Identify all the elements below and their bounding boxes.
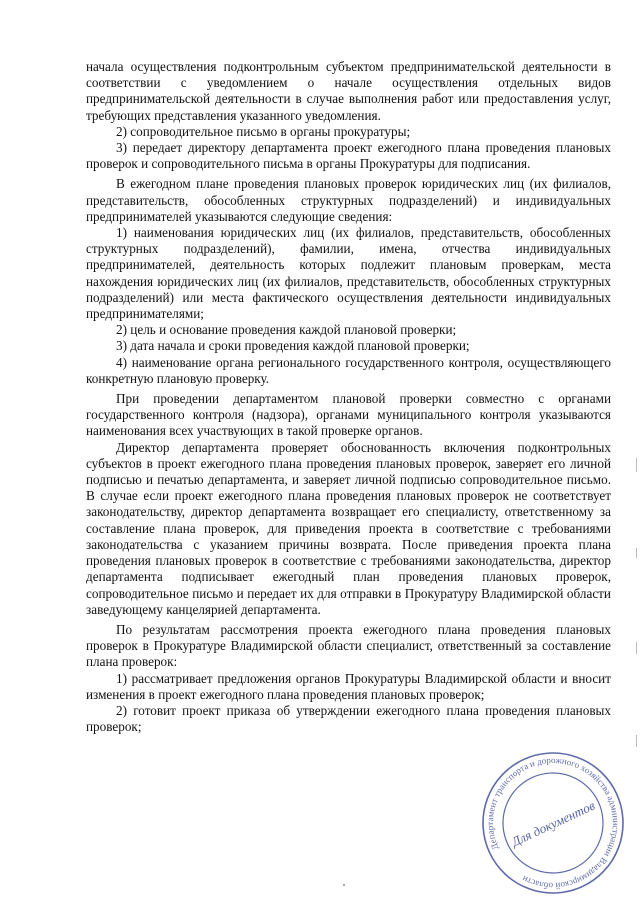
scan-edge-mark bbox=[636, 458, 637, 472]
paragraph: При проведении департаментом плановой проверки совместно с органами государственного контроля (надзора), органами муниципального контроля указываются наименования всех участвующих в такой проверке органов. bbox=[86, 391, 611, 439]
paragraph: начала осуществления подконтрольным субъектом предпринимательской деятельности в соответствии с уведомлением о начале осуществления отдельных видов предпринимательской деятельности в случае выполнения работ или предоставления услуг, требующих представления указанного уведомления. bbox=[86, 59, 611, 123]
paragraph: В ежегодном плане проведения плановых проверок юридических лиц (их филиалов, представительств, обособленных структурных подразделений) и индивидуальных предпринимателей указываются следующие сведения: bbox=[86, 176, 611, 224]
paragraph: 1) наименования юридических лиц (их филиалов, представительств, обособленных структурных подразделений), фамилии, имена, отчества индивидуальных предпринимателей, деятельность которых подлежит плановым проверкам, места нахождения юридических лиц (их филиалов, представительств, обособленных структурных подразделений) или места фактического осуществления деятельности индивидуальных предпринимателями; bbox=[86, 225, 611, 322]
scan-edge-mark bbox=[636, 548, 637, 558]
scan-speck bbox=[343, 884, 345, 886]
document-body bbox=[86, 59, 611, 735]
official-stamp bbox=[478, 748, 628, 898]
paragraph: 2) сопроводительное письмо в органы прокуратуры; bbox=[116, 123, 411, 139]
paragraph: 2) готовит проект приказа об утверждении ежегодного плана проведения плановых проверок; bbox=[86, 702, 611, 735]
paragraph: 2) цель и основание проведения каждой плановой проверки; bbox=[116, 322, 457, 338]
paragraph: 4) наименование органа регионального государственного контроля, осуществляющего конкретную плановую проверку. bbox=[86, 354, 611, 386]
scan-edge-mark bbox=[636, 735, 637, 747]
paragraph: 1) рассматривает предложения органов Прокуратуры Владимирской области и вносит изменения в проект ежегодного плана проведения плановых проверок; bbox=[86, 670, 611, 702]
paragraph: 3) передает директору департамента проект ежегодного плана проведения плановых проверок и сопроводительного письма в органы Прокуратуры для подписания. bbox=[86, 140, 611, 172]
paragraph: По результатам рассмотрения проекта ежегодного плана проведения плановых проверок в Прокуратуре Владимирской области специалист, ответственный за составление плана проверок: bbox=[86, 621, 611, 670]
stamp-ring-text: Департамент транспорта и дорожного хозяйства администрации Владимирской области bbox=[484, 754, 622, 892]
paragraph: 3) дата начала и сроки проведения каждой плановой проверки; bbox=[116, 338, 470, 354]
stamp-center-text: Для документов bbox=[509, 797, 598, 850]
paragraph: Директор департамента проверяет обоснованность включения подконтрольных субъектов в проект ежегодного плана проведения плановых проверок, заверяет его личной подписью и печатью департамента, и заверяет личной подписью сопроводительное письмо. В случае если проект ежегодного плана проведения плановых проверок не соответствует законодательству, директор департамента возвращает его специалисту, ответственному за составление плана проверок, для приведения проекта в соответствие с требованиями законодательства с указанием причины возврата. После приведения проекта плана проведения плановых проверок в соответствие с требованиями законодательства, директор департамента подписывает ежегодный план проведения плановых проверок, сопроводительное письмо и передает их для отправки в Прокуратуру Владимирской области заведующему канцелярией департамента. bbox=[86, 439, 611, 617]
scan-edge-mark bbox=[636, 642, 637, 654]
